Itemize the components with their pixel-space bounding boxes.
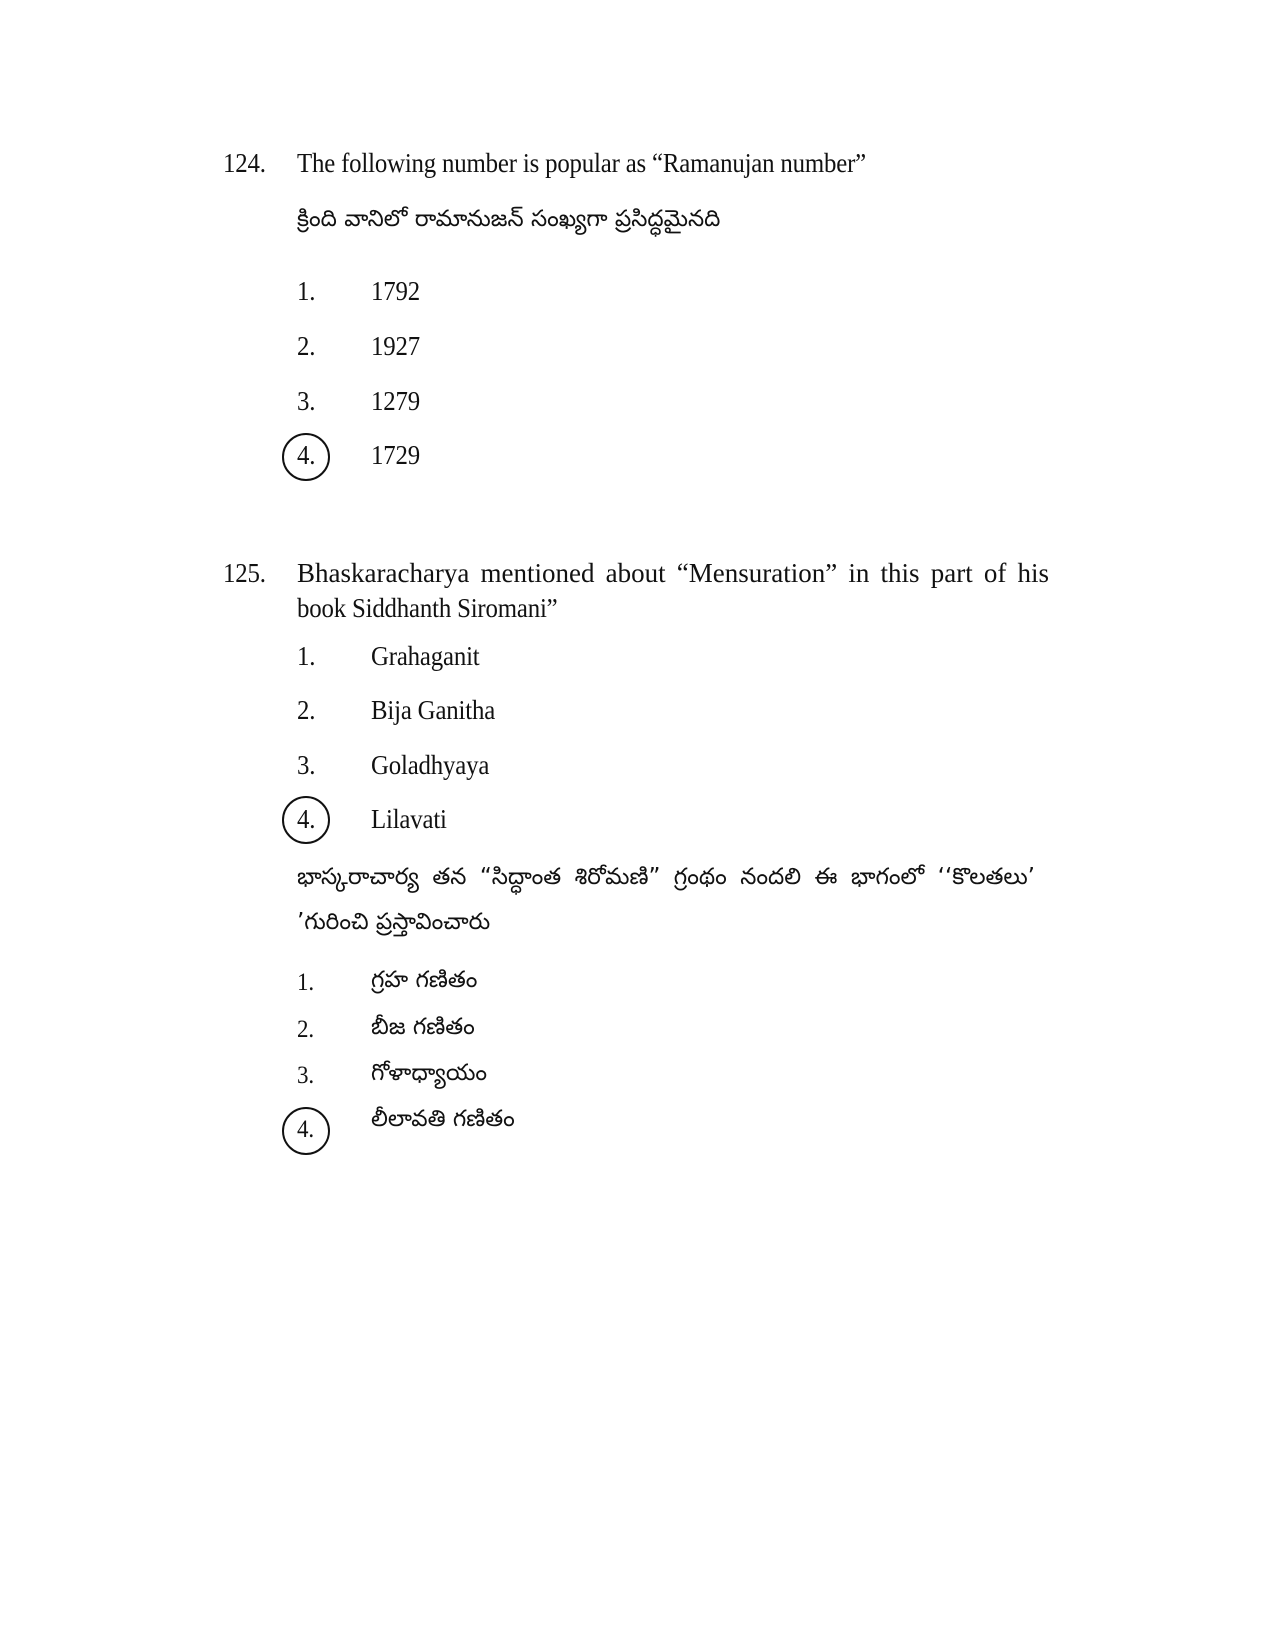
- option-text: గ్రహ గణితం: [371, 967, 478, 993]
- option-number: 3.: [297, 1062, 314, 1089]
- question-text-telugu: క్రింది వానిలో రామానుజన్ సంఖ్యగా ప్రసిద్ధమైనది: [297, 206, 721, 232]
- question-number: 124.: [223, 148, 266, 178]
- option-number: 1.: [297, 641, 316, 671]
- option-number: 3.: [297, 386, 316, 416]
- option-number: 1.: [297, 969, 314, 996]
- option-text: 1792: [371, 276, 420, 306]
- option-number: 3.: [297, 750, 316, 780]
- option-text: బీజ గణితం: [371, 1014, 475, 1040]
- option-text: 1279: [371, 386, 420, 416]
- question-text-english-line2: book Siddhanth Siromani”: [297, 593, 558, 623]
- question-text-english: The following number is popular as “Ramanujan number”: [297, 148, 867, 178]
- option-text: లీలావతి గణితం: [371, 1106, 515, 1132]
- option-number: 2.: [297, 1016, 314, 1043]
- option-number: 2.: [297, 331, 316, 361]
- option-number: 2.: [297, 695, 316, 725]
- option-text: 1729: [371, 440, 420, 470]
- option-number: 4.: [297, 804, 316, 834]
- option-number: 4.: [297, 440, 316, 470]
- option-text: Lilavati: [371, 804, 447, 834]
- option-number: 1.: [297, 276, 316, 306]
- option-text: Grahaganit: [371, 641, 480, 671]
- option-text: Goladhyaya: [371, 750, 490, 780]
- question-text-telugu-line2: ’గురించి ప్రస్తావించారు: [297, 909, 491, 935]
- question-text-english-line1: Bhaskaracharya mentioned about “Mensuration” in this part of his: [297, 558, 1049, 588]
- question-number: 125.: [223, 558, 266, 588]
- option-text: గోళాధ్యాయం: [371, 1060, 488, 1086]
- question-text-telugu-line1: భాస్కరాచార్య తన “సిద్ధాంత శిరోమణి” గ్రంథం నందలి ఈ భాగంలో ‘‘కొలతలు’: [297, 864, 1035, 890]
- option-text: 1927: [371, 331, 420, 361]
- option-text: Bija Ganitha: [371, 695, 496, 725]
- option-number: 4.: [297, 1116, 314, 1143]
